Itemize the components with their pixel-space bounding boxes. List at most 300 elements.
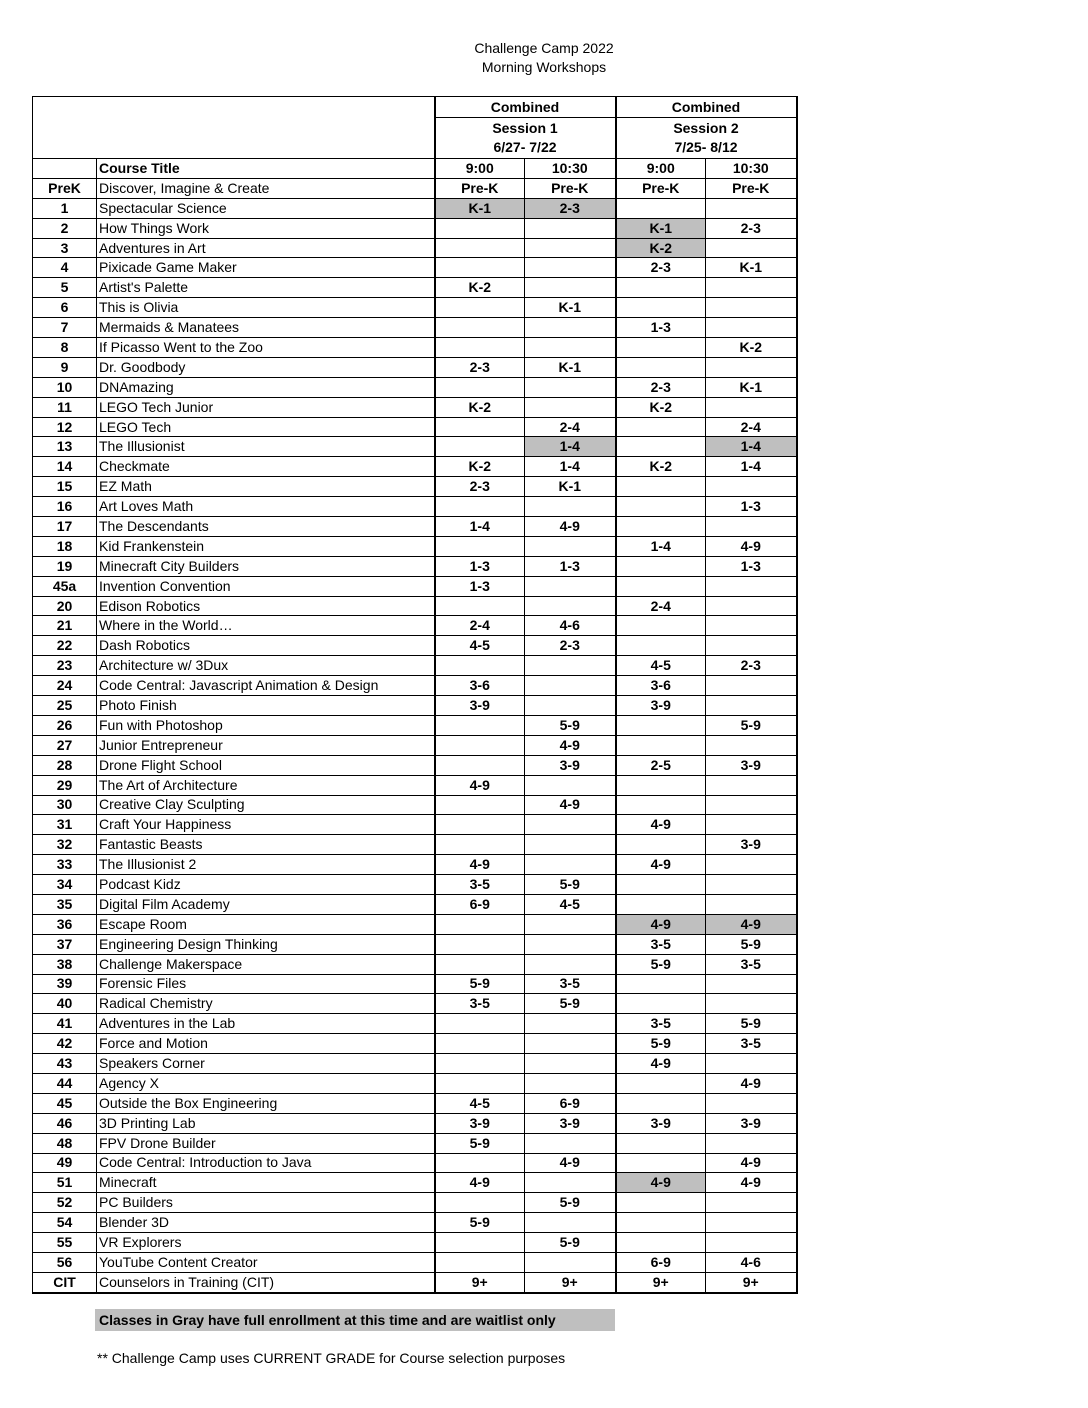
session2-900-grades: 4-9: [616, 815, 706, 835]
session1-1030-grades: [525, 278, 616, 298]
session2-900-grades: [616, 616, 706, 636]
session1-1030-grades: [525, 1034, 616, 1054]
course-number: PreK: [33, 178, 97, 198]
session2-900-grades: K-2: [616, 457, 706, 477]
session1-1030-grades: [525, 1133, 616, 1153]
session2-900-grades: [616, 1093, 706, 1113]
session1-900-grades: 2-4: [435, 616, 525, 636]
session2-1030-grades: [706, 318, 797, 338]
session2-900-grades: [616, 775, 706, 795]
session2-900-grades: K-1: [616, 218, 706, 238]
session2-900-grades: [616, 278, 706, 298]
session1-1030-grades: [525, 696, 616, 716]
session2-900-grades: 2-3: [616, 377, 706, 397]
table-row: [33, 1272, 797, 1292]
session2-1030-grades: 3-9: [706, 1113, 797, 1133]
course-number: 37: [33, 934, 97, 954]
table-row: [33, 715, 797, 735]
session1-900-grades: [435, 258, 525, 278]
session1-900-grades: [435, 715, 525, 735]
course-number: 26: [33, 715, 97, 735]
session1-1030-grades: [525, 497, 616, 517]
course-title: 3D Printing Lab: [97, 1113, 435, 1133]
session1-1030-grades: [525, 1252, 616, 1272]
session1-900-grades: 1-3: [435, 576, 525, 596]
session1-900-grades: [435, 735, 525, 755]
session1-900-grades: [435, 1193, 525, 1213]
session2-1030-grades: 4-9: [706, 1173, 797, 1193]
course-title: Checkmate: [97, 457, 435, 477]
table-row: [33, 278, 797, 298]
session2-1030-grades: 1-4: [706, 437, 797, 457]
course-title: Minecraft: [97, 1173, 435, 1193]
session1-1030-grades: 1-4: [525, 457, 616, 477]
session2-header-dates: [616, 118, 797, 159]
table-row: [33, 338, 797, 358]
course-title: Junior Entrepreneur: [97, 735, 435, 755]
course-title: FPV Drone Builder: [97, 1133, 435, 1153]
course-number: 41: [33, 1014, 97, 1034]
course-number: 40: [33, 994, 97, 1014]
course-title: Kid Frankenstein: [97, 536, 435, 556]
session1-900-grades: [435, 1153, 525, 1173]
table-row: [33, 676, 797, 696]
session2-1030-grades: [706, 775, 797, 795]
session2-900-grades: [616, 1213, 706, 1233]
session2-1030-grades: [706, 974, 797, 994]
session1-900-grades: 4-5: [435, 636, 525, 656]
session1-1030-grades: [525, 835, 616, 855]
session2-900-grades: [616, 338, 706, 358]
session2-1030-grades: [706, 397, 797, 417]
session2-1030-grades: 1-4: [706, 457, 797, 477]
session1-1030-grades: [525, 338, 616, 358]
course-number: 54: [33, 1213, 97, 1233]
course-number: CIT: [33, 1272, 97, 1292]
course-number: 7: [33, 318, 97, 338]
session2-900-grades: [616, 517, 706, 537]
table-row: [33, 238, 797, 258]
session2-900-grades: 6-9: [616, 1252, 706, 1272]
course-title: LEGO Tech: [97, 417, 435, 437]
table-row: [33, 795, 797, 815]
session2-1030-grades: 4-9: [706, 536, 797, 556]
session1-1030-grades: [525, 397, 616, 417]
table-row: [33, 656, 797, 676]
table-row: [33, 815, 797, 835]
course-title: Dr. Goodbody: [97, 357, 435, 377]
course-number: 29: [33, 775, 97, 795]
session2-900-grades: 4-9: [616, 1054, 706, 1074]
header-blank: [33, 97, 435, 159]
course-title: Discover, Imagine & Create: [97, 178, 435, 198]
session1-1030-grades: 4-9: [525, 517, 616, 537]
session2-900-grades: [616, 875, 706, 895]
course-number: 42: [33, 1034, 97, 1054]
session1-1030-grades: [525, 536, 616, 556]
workshop-schedule-table: [32, 96, 798, 1294]
session1-900-grades: [435, 1034, 525, 1054]
session1-1030-grades: 5-9: [525, 1233, 616, 1253]
session2-900-grades: [616, 894, 706, 914]
course-number: 20: [33, 596, 97, 616]
course-number: 24: [33, 676, 97, 696]
document-title: Challenge Camp 2022: [474, 40, 614, 56]
session2-1030-grades: [706, 994, 797, 1014]
session1-900-grades: [435, 795, 525, 815]
course-number: 27: [33, 735, 97, 755]
course-title: DNAmazing: [97, 377, 435, 397]
session2-900-grades: [616, 974, 706, 994]
course-number: 46: [33, 1113, 97, 1133]
course-title: Creative Clay Sculpting: [97, 795, 435, 815]
session2-1030-grades: 4-9: [706, 1073, 797, 1093]
table-row: [33, 994, 797, 1014]
course-title: EZ Math: [97, 477, 435, 497]
course-title: Architecture w/ 3Dux: [97, 656, 435, 676]
session2-1030-grades: 5-9: [706, 715, 797, 735]
session2-900-grades: [616, 795, 706, 815]
session2-900-grades: [616, 1193, 706, 1213]
session2-1030-grades: [706, 894, 797, 914]
session1-900-grades: 4-9: [435, 775, 525, 795]
session1-900-grades: [435, 934, 525, 954]
course-number: 23: [33, 656, 97, 676]
table-row: [33, 1193, 797, 1213]
session1-1030-grades: 9+: [525, 1272, 616, 1292]
session2-1030-grades: [706, 815, 797, 835]
session1-1030-grades: 4-5: [525, 894, 616, 914]
session2-1030-grades: Pre-K: [706, 178, 797, 198]
table-row: [33, 536, 797, 556]
session2-900-grades: 4-5: [616, 656, 706, 676]
session1-900-grades: 1-4: [435, 517, 525, 537]
session1-1030-grades: 3-9: [525, 755, 616, 775]
session2-1030-grades: [706, 855, 797, 875]
session1-1030-grades: 3-9: [525, 1113, 616, 1133]
session2-900-grades: 4-9: [616, 855, 706, 875]
table-row: [33, 198, 797, 218]
session1-1030-grades: [525, 377, 616, 397]
session1-900-grades: [435, 338, 525, 358]
document-subtitle: Morning Workshops: [481, 59, 607, 75]
course-number: 5: [33, 278, 97, 298]
session1-900-grades: [435, 437, 525, 457]
session1-900-grades: 2-3: [435, 477, 525, 497]
course-title: LEGO Tech Junior: [97, 397, 435, 417]
table-row: [33, 477, 797, 497]
course-title: How Things Work: [97, 218, 435, 238]
session2-name: Session 2: [673, 120, 739, 136]
table-row: [33, 437, 797, 457]
table-row: [33, 1153, 797, 1173]
session2-900-grades: 4-9: [616, 914, 706, 934]
session1-900-grades: [435, 298, 525, 318]
session2-1030-grades: [706, 298, 797, 318]
table-row: [33, 417, 797, 437]
course-title: Drone Flight School: [97, 755, 435, 775]
session1-900-grades: [435, 755, 525, 775]
course-title: VR Explorers: [97, 1233, 435, 1253]
session2-header-combined: Combined: [616, 97, 797, 118]
session1-1030-grades: 4-9: [525, 735, 616, 755]
course-number: 13: [33, 437, 97, 457]
session2-900-grades: 3-6: [616, 676, 706, 696]
session1-1030-grades: K-1: [525, 477, 616, 497]
session1-900-grades: [435, 1054, 525, 1074]
course-number: 17: [33, 517, 97, 537]
session1-1030-grades: [525, 1054, 616, 1074]
course-number: 48: [33, 1133, 97, 1153]
session2-1030-grades: [706, 875, 797, 895]
course-title: Counselors in Training (CIT): [97, 1272, 435, 1292]
session2-1030-grades: [706, 1093, 797, 1113]
session1-1030-grades: [525, 914, 616, 934]
session2-900-grades: K-2: [616, 397, 706, 417]
session1-1030-grades: [525, 1213, 616, 1233]
course-number: 56: [33, 1252, 97, 1272]
course-title: Code Central: Javascript Animation & Design: [97, 676, 435, 696]
session2-900-grades: 1-3: [616, 318, 706, 338]
session1-1030-grades: 4-6: [525, 616, 616, 636]
course-title: Minecraft City Builders: [97, 556, 435, 576]
session2-1030-grades: K-1: [706, 377, 797, 397]
table-row: [33, 894, 797, 914]
session2-900-grades: 5-9: [616, 1034, 706, 1054]
session2-1030-grades: [706, 1233, 797, 1253]
session2-900-grades: [616, 198, 706, 218]
session2-1030-grades: [706, 278, 797, 298]
course-title: Craft Your Happiness: [97, 815, 435, 835]
session2-1030-grades: 3-5: [706, 1034, 797, 1054]
table-row: [33, 1213, 797, 1233]
session2-900-grades: [616, 357, 706, 377]
session1-900-grades: K-1: [435, 198, 525, 218]
session2-1030-grades: 3-9: [706, 835, 797, 855]
table-row: [33, 218, 797, 238]
session2-1030-grades: [706, 696, 797, 716]
session2-1030-grades: [706, 238, 797, 258]
session1-dates: 6/27- 7/22: [493, 139, 557, 155]
session1-900-grades: [435, 497, 525, 517]
course-number: 19: [33, 556, 97, 576]
course-title: Outside the Box Engineering: [97, 1093, 435, 1113]
session2-1030-grades: [706, 795, 797, 815]
session2-1030-grades: 1-3: [706, 497, 797, 517]
session2-1030-grades: [706, 576, 797, 596]
course-title: Fantastic Beasts: [97, 835, 435, 855]
course-title: Adventures in Art: [97, 238, 435, 258]
session1-1030-grades: [525, 1073, 616, 1093]
course-number: 6: [33, 298, 97, 318]
table-row: [33, 377, 797, 397]
table-row: [33, 178, 797, 198]
session2-900-grades: 2-5: [616, 755, 706, 775]
session2-900-grades: 1-4: [616, 536, 706, 556]
session1-1030-grades: 5-9: [525, 1193, 616, 1213]
course-title: Pixicade Game Maker: [97, 258, 435, 278]
gray-legend: Classes in Gray have full enrollment at this time and are waitlist only: [95, 1309, 615, 1331]
session1-header-combined: Combined: [435, 97, 616, 118]
session1-1030-grades: 5-9: [525, 875, 616, 895]
session2-900-grades: 3-9: [616, 696, 706, 716]
course-number: 35: [33, 894, 97, 914]
course-title: This is Olivia: [97, 298, 435, 318]
session1-1030-grades: Pre-K: [525, 178, 616, 198]
table-row: [33, 696, 797, 716]
session1-900-grades: 2-3: [435, 357, 525, 377]
session2-1030-grades: [706, 1054, 797, 1074]
session1-900-grades: 4-5: [435, 1093, 525, 1113]
table-row: [33, 636, 797, 656]
session2-900-grades: [616, 298, 706, 318]
course-number: 1: [33, 198, 97, 218]
course-title: The Art of Architecture: [97, 775, 435, 795]
session2-900-grades: [616, 556, 706, 576]
session1-900-grades: 3-5: [435, 994, 525, 1014]
session1-header-dates: [435, 118, 616, 159]
session1-900-grades: K-2: [435, 397, 525, 417]
course-title: If Picasso Went to the Zoo: [97, 338, 435, 358]
course-number: 8: [33, 338, 97, 358]
session2-900-grades: [616, 1073, 706, 1093]
table-row: [33, 457, 797, 477]
session2-900-grades: [616, 1153, 706, 1173]
course-title: Agency X: [97, 1073, 435, 1093]
session1-900-grades: 5-9: [435, 1133, 525, 1153]
session2-1030-grades: 1-3: [706, 556, 797, 576]
session2-900-grades: K-2: [616, 238, 706, 258]
session2-1030-grades: [706, 1133, 797, 1153]
session1-900-grades: 6-9: [435, 894, 525, 914]
table-row: [33, 855, 797, 875]
course-title: Force and Motion: [97, 1034, 435, 1054]
course-number: 14: [33, 457, 97, 477]
session1-1030-grades: 4-9: [525, 795, 616, 815]
session1-1030-grades: [525, 1173, 616, 1193]
table-row: [33, 1054, 797, 1074]
session1-1030-grades: 1-3: [525, 556, 616, 576]
session1-900-grades: 3-9: [435, 1113, 525, 1133]
session1-900-grades: 5-9: [435, 974, 525, 994]
session1-900-grades: Pre-K: [435, 178, 525, 198]
session2-900-grades: 3-9: [616, 1113, 706, 1133]
course-number: 45a: [33, 576, 97, 596]
session1-900-grades: [435, 1233, 525, 1253]
course-title: Forensic Files: [97, 974, 435, 994]
table-row: [33, 1014, 797, 1034]
session2-900-grades: [616, 1133, 706, 1153]
course-title: Dash Robotics: [97, 636, 435, 656]
session2-1030-grades: 2-3: [706, 218, 797, 238]
course-title: Challenge Makerspace: [97, 954, 435, 974]
session1-1030-grades: K-1: [525, 357, 616, 377]
course-number: 12: [33, 417, 97, 437]
table-row: [33, 1252, 797, 1272]
table-row: [33, 954, 797, 974]
course-number: 16: [33, 497, 97, 517]
session2-1030-grades: K-1: [706, 258, 797, 278]
session1-1030-grades: [525, 1014, 616, 1034]
session2-1030-grades: [706, 596, 797, 616]
session1-900-grades: [435, 656, 525, 676]
course-number: 3: [33, 238, 97, 258]
session1-1030-grades: [525, 318, 616, 338]
session1-900-grades: 1-3: [435, 556, 525, 576]
course-number: 28: [33, 755, 97, 775]
session2-1030-grades: 5-9: [706, 934, 797, 954]
course-title: Spectacular Science: [97, 198, 435, 218]
session2-900-grades: [616, 417, 706, 437]
session2-1030-grades: [706, 477, 797, 497]
session1-900-grades: [435, 417, 525, 437]
session1-1030-grades: 4-9: [525, 1153, 616, 1173]
session1-1030-grades: 6-9: [525, 1093, 616, 1113]
table-row: [33, 1233, 797, 1253]
session2-dates: 7/25- 8/12: [674, 139, 738, 155]
table-row: [33, 934, 797, 954]
session2-1030-grades: [706, 676, 797, 696]
course-title: Edison Robotics: [97, 596, 435, 616]
course-title: Fun with Photoshop: [97, 715, 435, 735]
session1-900-grades: [435, 954, 525, 974]
course-number: 30: [33, 795, 97, 815]
course-title: The Descendants: [97, 517, 435, 537]
session2-900-grades: Pre-K: [616, 178, 706, 198]
course-number: 39: [33, 974, 97, 994]
table-row: [33, 397, 797, 417]
table-row: [33, 1073, 797, 1093]
course-title: Art Loves Math: [97, 497, 435, 517]
session1-1030-grades: [525, 815, 616, 835]
grade-note: ** Challenge Camp uses CURRENT GRADE for Course selection purposes: [97, 1350, 566, 1366]
session1-900-grades: 3-5: [435, 875, 525, 895]
table-row: [33, 556, 797, 576]
table-row: [33, 875, 797, 895]
course-number: 9: [33, 357, 97, 377]
session2-1030-grades: K-2: [706, 338, 797, 358]
session2-1030-grades: 4-9: [706, 914, 797, 934]
session1-900-grades: [435, 596, 525, 616]
course-number: 11: [33, 397, 97, 417]
session1-900-grades: K-2: [435, 278, 525, 298]
session1-900-grades: 9+: [435, 1272, 525, 1292]
session1-900-grades: [435, 318, 525, 338]
course-number: 45: [33, 1093, 97, 1113]
session1-900-grades: [435, 914, 525, 934]
session2-900-grades: [616, 636, 706, 656]
table-row: [33, 258, 797, 278]
table-row: [33, 298, 797, 318]
course-number: 4: [33, 258, 97, 278]
session1-1030-grades: [525, 855, 616, 875]
session1-1030-grades: 2-4: [525, 417, 616, 437]
session1-900-grades: K-2: [435, 457, 525, 477]
table-row: [33, 1133, 797, 1153]
session1-1030-grades: 5-9: [525, 715, 616, 735]
session1-900-grades: [435, 536, 525, 556]
session2-1030-grades: [706, 517, 797, 537]
table-row: [33, 1093, 797, 1113]
session2-900-grades: [616, 497, 706, 517]
header-time-s2-1030: 10:30: [706, 159, 797, 179]
course-number: 49: [33, 1153, 97, 1173]
session2-900-grades: 3-5: [616, 1014, 706, 1034]
session1-900-grades: [435, 377, 525, 397]
session2-1030-grades: [706, 616, 797, 636]
header-time-s1-1030: 10:30: [525, 159, 616, 179]
course-title: Podcast Kidz: [97, 875, 435, 895]
